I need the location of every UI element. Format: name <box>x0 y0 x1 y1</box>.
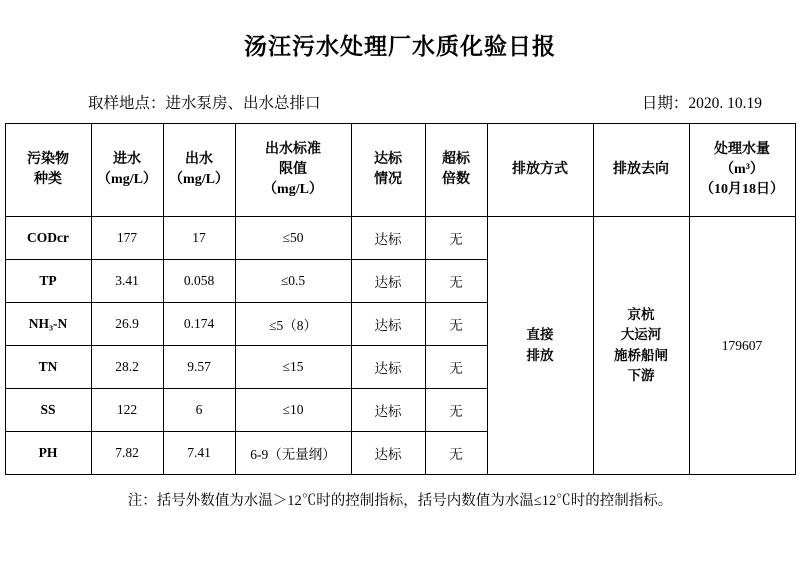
cell-compliance: 达标 <box>351 389 425 432</box>
cell-effluent: 0.174 <box>163 303 235 346</box>
header-volume-line1: 处理水量 <box>714 141 770 157</box>
cell-effluent: 0.058 <box>163 260 235 303</box>
cell-pollutant: CODcr <box>5 217 91 260</box>
header-compliance <box>351 124 425 217</box>
header-effluent-line1: 出水 <box>185 151 213 167</box>
cell-compliance: 达标 <box>351 260 425 303</box>
header-standard-line2: 限值 <box>279 161 307 177</box>
cell-compliance: 达标 <box>351 217 425 260</box>
discharge-mode-line1: 直接 <box>526 327 554 343</box>
cell-exceed: 无 <box>425 217 487 260</box>
header-exceed-line1: 超标 <box>442 151 470 167</box>
cell-discharge-mode <box>487 217 593 475</box>
table-header-row <box>5 124 795 217</box>
cell-influent: 3.41 <box>91 260 163 303</box>
cell-standard: ≤0.5 <box>235 260 351 303</box>
sampling-location: 取样地点：进水泵房、出水总排口 <box>88 95 321 112</box>
meta-row <box>88 91 762 113</box>
water-quality-table <box>5 123 796 475</box>
cell-effluent: 6 <box>163 389 235 432</box>
cell-treated-volume: 179607 <box>689 217 795 475</box>
header-pollutant <box>5 124 91 217</box>
cell-discharge-destination <box>593 217 689 475</box>
cell-pollutant: SS <box>5 389 91 432</box>
cell-influent: 177 <box>91 217 163 260</box>
header-discharge-destination: 排放去向 <box>593 124 689 217</box>
cell-exceed: 无 <box>425 346 487 389</box>
cell-influent: 26.9 <box>91 303 163 346</box>
discharge-mode-line2: 排放 <box>526 347 554 363</box>
cell-pollutant: TP <box>5 260 91 303</box>
header-effluent-line2: （mg/L） <box>169 172 229 187</box>
page-title: 汤汪污水处理厂水质化验日报 <box>244 34 556 59</box>
header-compliance-line1: 达标 <box>374 151 402 167</box>
cell-effluent: 9.57 <box>163 346 235 389</box>
header-compliance-line2: 情况 <box>374 172 402 187</box>
cell-compliance: 达标 <box>351 303 425 346</box>
table-footnote: 注：括号外数值为水温＞12℃时的控制指标，括号内数值为水温≤12℃时的控制指标。 <box>127 493 673 509</box>
cell-influent: 28.2 <box>91 346 163 389</box>
header-influent-line2: （mg/L） <box>97 172 157 187</box>
header-standard-line3: （mg/L） <box>263 182 323 198</box>
header-pollutant-line1: 污染物 <box>27 151 69 167</box>
header-exceed-times <box>425 124 487 217</box>
cell-exceed: 无 <box>425 260 487 303</box>
header-volume-line3: （10月18日） <box>700 182 784 198</box>
cell-standard: ≤5（8） <box>235 303 351 346</box>
cell-compliance: 达标 <box>351 432 425 475</box>
header-treated-volume <box>689 124 795 217</box>
cell-pollutant: NH₃-N <box>5 303 91 346</box>
header-discharge-mode: 排放方式 <box>487 124 593 217</box>
header-volume-line2: （m³） <box>720 161 764 177</box>
discharge-dest-line3: 施桥船闸 <box>614 347 668 363</box>
discharge-dest-line1: 京杭 <box>627 307 655 322</box>
cell-exceed: 无 <box>425 303 487 346</box>
cell-standard: 6-9（无量纲） <box>235 432 351 475</box>
report-page <box>0 28 800 563</box>
header-exceed-line2: 倍数 <box>442 172 470 187</box>
header-influent <box>91 124 163 217</box>
cell-effluent: 7.41 <box>163 432 235 475</box>
header-effluent <box>163 124 235 217</box>
header-standard-line1: 出水标准 <box>265 141 321 157</box>
cell-pollutant: TN <box>5 346 91 389</box>
header-pollutant-line2: 种类 <box>34 172 62 187</box>
cell-compliance: 达标 <box>351 346 425 389</box>
cell-effluent: 17 <box>163 217 235 260</box>
table-row <box>5 217 795 260</box>
header-influent-line1: 进水 <box>113 151 141 167</box>
header-standard-limit <box>235 124 351 217</box>
cell-standard: ≤15 <box>235 346 351 389</box>
discharge-dest-line4: 下游 <box>627 367 655 383</box>
cell-standard: ≤50 <box>235 217 351 260</box>
cell-exceed: 无 <box>425 432 487 475</box>
cell-influent: 7.82 <box>91 432 163 475</box>
report-date: 日期：2020. 10.19 <box>641 95 762 112</box>
cell-exceed: 无 <box>425 389 487 432</box>
cell-influent: 122 <box>91 389 163 432</box>
discharge-dest-line2: 大运河 <box>620 327 662 343</box>
cell-standard: ≤10 <box>235 389 351 432</box>
cell-pollutant: PH <box>5 432 91 475</box>
